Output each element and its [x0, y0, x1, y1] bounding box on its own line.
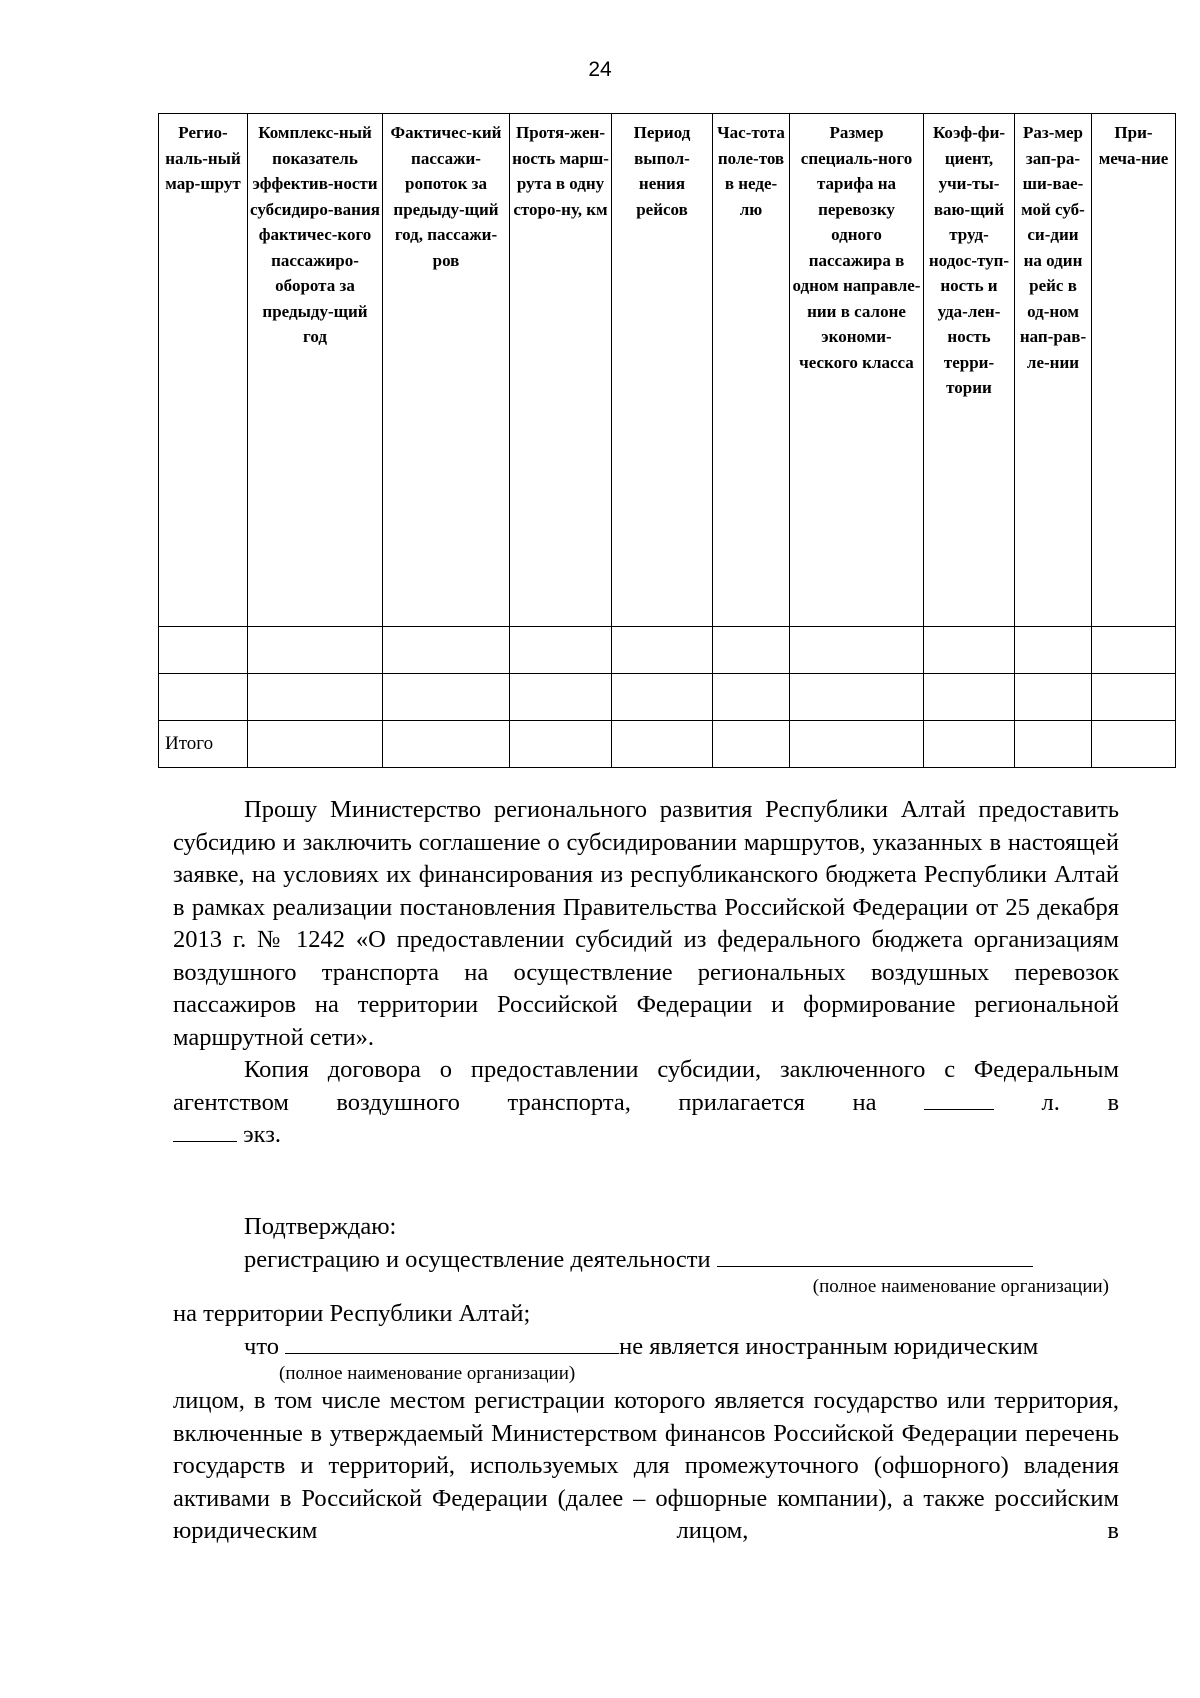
table-cell	[924, 674, 1015, 721]
table-cell	[1015, 674, 1092, 721]
page-number: 24	[588, 58, 612, 81]
table-cell	[510, 627, 612, 674]
table-cell	[1092, 721, 1176, 768]
registration-text: регистрацию и осуществление деятельности	[244, 1245, 711, 1273]
table-cell	[510, 721, 612, 768]
table-cell	[924, 721, 1015, 768]
table-cell	[248, 674, 383, 721]
org-name-blank-2[interactable]	[285, 1331, 619, 1354]
org-name-blank[interactable]	[717, 1244, 1033, 1267]
org-name-caption-2: (полное наименование организации)	[279, 1363, 576, 1384]
col-header-route-length: Протя-жен-ность марш-рута в одну сторо-ну, км	[510, 114, 612, 627]
table-row	[159, 627, 1176, 674]
registration-line	[244, 1244, 1119, 1277]
not-foreign-text: не является иностранным юридическим	[619, 1332, 1039, 1360]
table-cell	[790, 721, 924, 768]
not-foreign-line	[244, 1331, 1119, 1364]
copies-count-blank[interactable]	[173, 1119, 237, 1142]
total-label-cell: Итого	[159, 721, 248, 768]
table-cell	[924, 627, 1015, 674]
table-cell	[1092, 674, 1176, 721]
col-header-efficiency-index: Комплекс-ный показатель эффектив-ности субсидиро-вания фактичес-кого пассажиро-оборота за предыду-щий год	[248, 114, 383, 627]
offshore-paragraph: лицом, в том числе местом регистрации которого является государство или территория, включенные в утверждаемый Министерством финансов Российской Федерации перечень государств и территорий, используемых для промежуточного (офшорного) владения активами в Российской Федерации (далее – офшорные компании), а также российским юридическим лицом, в	[173, 1387, 1119, 1544]
org-name-caption: (полное наименование организации)	[812, 1276, 1109, 1297]
table-row	[159, 674, 1176, 721]
table-cell	[248, 721, 383, 768]
table-cell	[510, 674, 612, 721]
copies-line	[173, 1119, 1119, 1152]
contract-copy-text: Копия договора о предоставлении субсидии, заключенного с Федеральным агентством воздушного транспорта, прилагается на	[173, 1056, 1119, 1116]
table-cell	[612, 721, 713, 768]
table-cell	[159, 627, 248, 674]
contract-copy-paragraph	[173, 1054, 1119, 1119]
table-cell	[713, 627, 790, 674]
subsidy-table	[158, 113, 1176, 768]
that-word: что	[244, 1332, 279, 1360]
request-paragraph: Прошу Министерство регионального развития Республики Алтай предоставить субсидию и заключить соглашение о субсидировании маршрутов, указанных в настоящей заявке, на условиях их финансирования из республиканского бюджета Республики Алтай в рамках реализации постановления Правительства Российской Федерации от 25 декабря 2013 г. № 1242 «О предоставлении субсидий из федерального бюджета организациям воздушного транспорта на осуществление региональных воздушных перевозок пассажиров на территории Российской Федерации и формирование региональной маршрутной сети».	[173, 796, 1119, 1051]
table-header-row	[159, 114, 1176, 627]
col-header-coefficient: Коэф-фи-циент, учи-ты-ваю-щий труд-нодос-туп-ность и уда-лен-ность терри-тории	[924, 114, 1015, 627]
table-cell	[248, 627, 383, 674]
table-cell	[713, 674, 790, 721]
table-cell	[612, 627, 713, 674]
confirm-label: Подтверждаю:	[244, 1213, 397, 1240]
table-cell	[383, 721, 510, 768]
table-cell	[383, 674, 510, 721]
table-cell	[159, 674, 248, 721]
col-header-special-tariff: Размер специаль-ного тарифа на перевозку одного пассажира в одном направле-нии в салоне экономи-ческого класса	[790, 114, 924, 627]
table-cell	[790, 674, 924, 721]
territory-line: на территории Республики Алтай;	[173, 1300, 531, 1327]
col-header-frequency: Час-тота поле-тов в неде-лю	[713, 114, 790, 627]
table-total-row	[159, 721, 1176, 768]
col-header-note: При-меча-ние	[1092, 114, 1176, 627]
table-cell	[1015, 721, 1092, 768]
sheets-unit-text: л. в	[1041, 1088, 1120, 1116]
copies-unit-text: экз.	[243, 1121, 282, 1148]
col-header-flight-period: Период выпол-нения рейсов	[612, 114, 713, 627]
table-cell	[713, 721, 790, 768]
col-header-passenger-flow: Фактичес-кий пассажи-ропоток за предыду-щий год, пассажи-ров	[383, 114, 510, 627]
confirmation-section	[173, 1211, 1119, 1548]
col-header-subsidy-amount: Раз-мер зап-ра-ши-вае-мой суб-си-дии на один рейс в од-ном нап-рав-ле-нии	[1015, 114, 1092, 627]
table-cell	[612, 674, 713, 721]
document-body	[173, 794, 1119, 1152]
col-header-route: Регио-наль-ный мар-шрут	[159, 114, 248, 627]
table-cell	[1015, 627, 1092, 674]
table-cell	[383, 627, 510, 674]
table-cell	[1092, 627, 1176, 674]
sheets-count-blank[interactable]	[924, 1087, 994, 1110]
table-cell	[790, 627, 924, 674]
